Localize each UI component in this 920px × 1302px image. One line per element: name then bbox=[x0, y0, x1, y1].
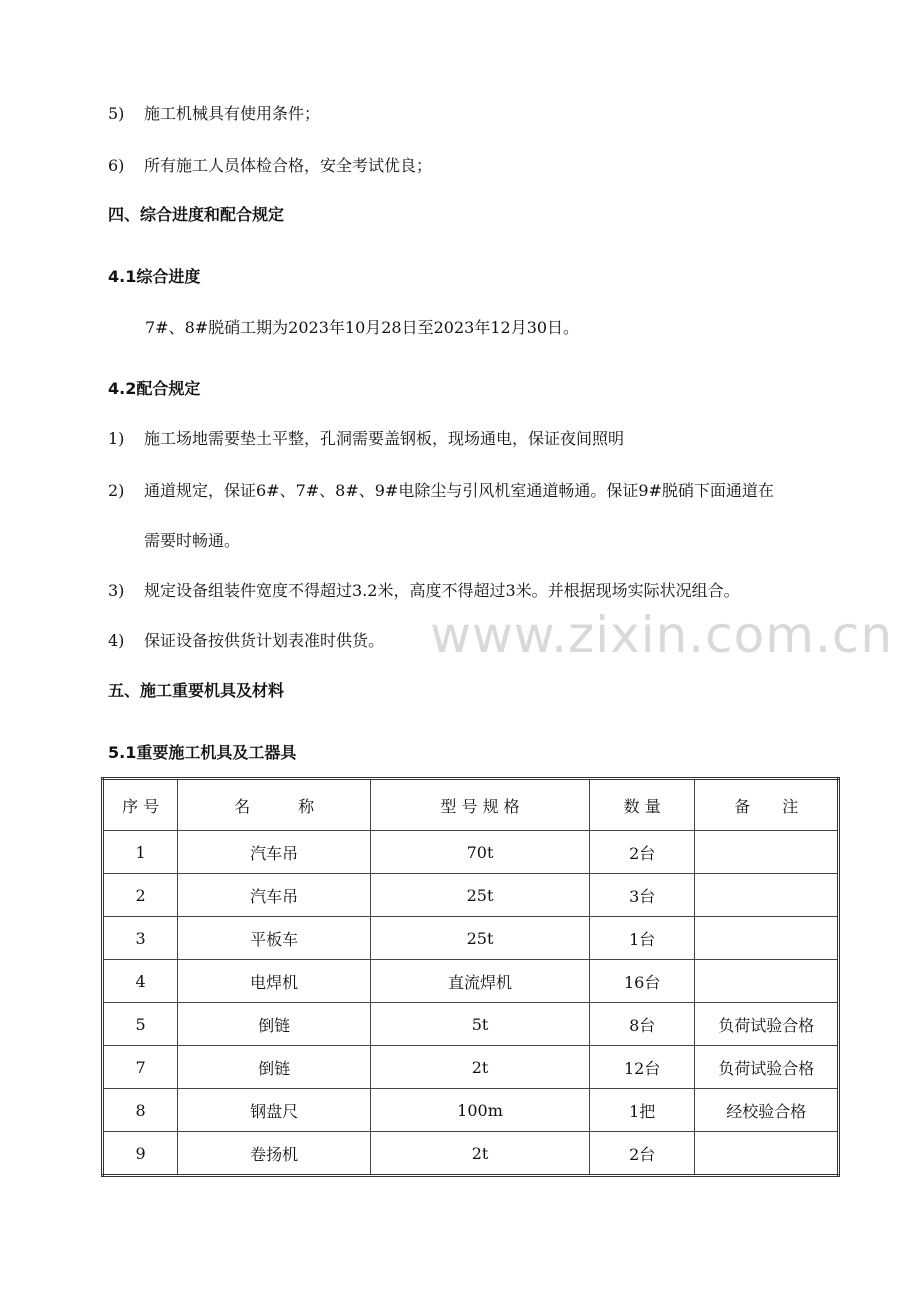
list-item-number: 3) bbox=[108, 581, 125, 600]
section-4-1-heading: 4.1综合进度 bbox=[108, 267, 201, 286]
header-cell-index: 序 号 bbox=[103, 779, 178, 831]
cell-spec: 2t bbox=[371, 1046, 590, 1089]
header-cell-name: 名 称 bbox=[178, 779, 371, 831]
section-4-2-heading: 4.2配合规定 bbox=[108, 379, 201, 398]
list-item-text: 保证设备按供货计划表准时供货。 bbox=[144, 631, 385, 650]
list-item-text: 规定设备组装件宽度不得超过3.2米，高度不得超过3米。并根据现场实际状况组合。 bbox=[144, 581, 740, 600]
cell-name: 倒链 bbox=[178, 1003, 371, 1046]
cell-name: 电焊机 bbox=[178, 960, 371, 1003]
header-cell-quantity: 数 量 bbox=[589, 779, 694, 831]
cell-spec: 100m bbox=[371, 1089, 590, 1132]
list-item bbox=[108, 155, 432, 177]
list-item-number: 5) bbox=[108, 104, 125, 123]
table-row bbox=[103, 1089, 839, 1132]
cell-name: 倒链 bbox=[178, 1046, 371, 1089]
cell-spec: 70t bbox=[371, 831, 590, 874]
list-item-number: 1) bbox=[108, 429, 125, 448]
section-5-heading: 五、施工重要机具及材料 bbox=[108, 681, 285, 700]
list-item-number: 4) bbox=[108, 631, 125, 650]
cell-name: 卷扬机 bbox=[178, 1132, 371, 1176]
list-item bbox=[108, 428, 624, 450]
cell-spec: 25t bbox=[371, 874, 590, 917]
list-item-number: 6) bbox=[108, 156, 125, 175]
cell-quantity: 2台 bbox=[589, 1132, 694, 1176]
cell-index: 3 bbox=[103, 917, 178, 960]
table-row bbox=[103, 831, 839, 874]
cell-remarks bbox=[695, 960, 839, 1003]
cell-remarks bbox=[695, 1132, 839, 1176]
cell-index: 5 bbox=[103, 1003, 178, 1046]
table-header-row bbox=[103, 779, 839, 831]
cell-quantity: 1把 bbox=[589, 1089, 694, 1132]
list-item-text: 所有施工人员体检合格，安全考试优良； bbox=[144, 156, 433, 175]
section-4-heading: 四、综合进度和配合规定 bbox=[108, 205, 285, 224]
watermark: www.zixin.com.cn bbox=[430, 606, 894, 664]
cell-quantity: 16台 bbox=[589, 960, 694, 1003]
list-item-text: 施工机械具有使用条件； bbox=[144, 104, 321, 123]
list-item-text: 施工场地需要垫土平整，孔洞需要盖钢板，现场通电，保证夜间照明 bbox=[144, 429, 625, 448]
table-row bbox=[103, 917, 839, 960]
table-body bbox=[103, 831, 839, 1176]
list-item-continuation: 需要时畅通。 bbox=[144, 531, 241, 550]
cell-quantity: 8台 bbox=[589, 1003, 694, 1046]
list-item-number: 2) bbox=[108, 481, 125, 500]
table-row bbox=[103, 1046, 839, 1089]
section-5-1-heading: 5.1重要施工机具及工器具 bbox=[108, 743, 297, 762]
list-item bbox=[108, 103, 320, 125]
list-item bbox=[108, 630, 384, 652]
table-row bbox=[103, 960, 839, 1003]
schedule-paragraph: 7#、8#脱硝工期为2023年10月28日至2023年12月30日。 bbox=[145, 318, 580, 337]
list-item bbox=[108, 580, 740, 602]
cell-spec: 直流焊机 bbox=[371, 960, 590, 1003]
cell-index: 7 bbox=[103, 1046, 178, 1089]
cell-index: 8 bbox=[103, 1089, 178, 1132]
table-row bbox=[103, 1132, 839, 1176]
cell-name: 汽车吊 bbox=[178, 874, 371, 917]
cell-remarks: 负荷试验合格 bbox=[695, 1046, 839, 1089]
list-item-text: 通道规定，保证6#、7#、8#、9#电除尘与引风机室通道畅通。保证9#脱硝下面通道在 bbox=[144, 481, 774, 500]
cell-index: 2 bbox=[103, 874, 178, 917]
cell-quantity: 3台 bbox=[589, 874, 694, 917]
cell-quantity: 1台 bbox=[589, 917, 694, 960]
cell-name: 汽车吊 bbox=[178, 831, 371, 874]
cell-index: 4 bbox=[103, 960, 178, 1003]
cell-index: 9 bbox=[103, 1132, 178, 1176]
table-row bbox=[103, 874, 839, 917]
cell-quantity: 12台 bbox=[589, 1046, 694, 1089]
cell-remarks bbox=[695, 874, 839, 917]
cell-spec: 2t bbox=[371, 1132, 590, 1176]
list-item bbox=[108, 480, 774, 502]
cell-index: 1 bbox=[103, 831, 178, 874]
header-cell-remarks: 备 注 bbox=[695, 779, 839, 831]
cell-remarks: 负荷试验合格 bbox=[695, 1003, 839, 1046]
cell-spec: 5t bbox=[371, 1003, 590, 1046]
cell-name: 钢盘尺 bbox=[178, 1089, 371, 1132]
cell-remarks bbox=[695, 831, 839, 874]
cell-quantity: 2台 bbox=[589, 831, 694, 874]
equipment-table bbox=[101, 777, 840, 1177]
table-row bbox=[103, 1003, 839, 1046]
cell-remarks bbox=[695, 917, 839, 960]
cell-spec: 25t bbox=[371, 917, 590, 960]
cell-remarks: 经校验合格 bbox=[695, 1089, 839, 1132]
cell-name: 平板车 bbox=[178, 917, 371, 960]
header-cell-spec: 型 号 规 格 bbox=[371, 779, 590, 831]
